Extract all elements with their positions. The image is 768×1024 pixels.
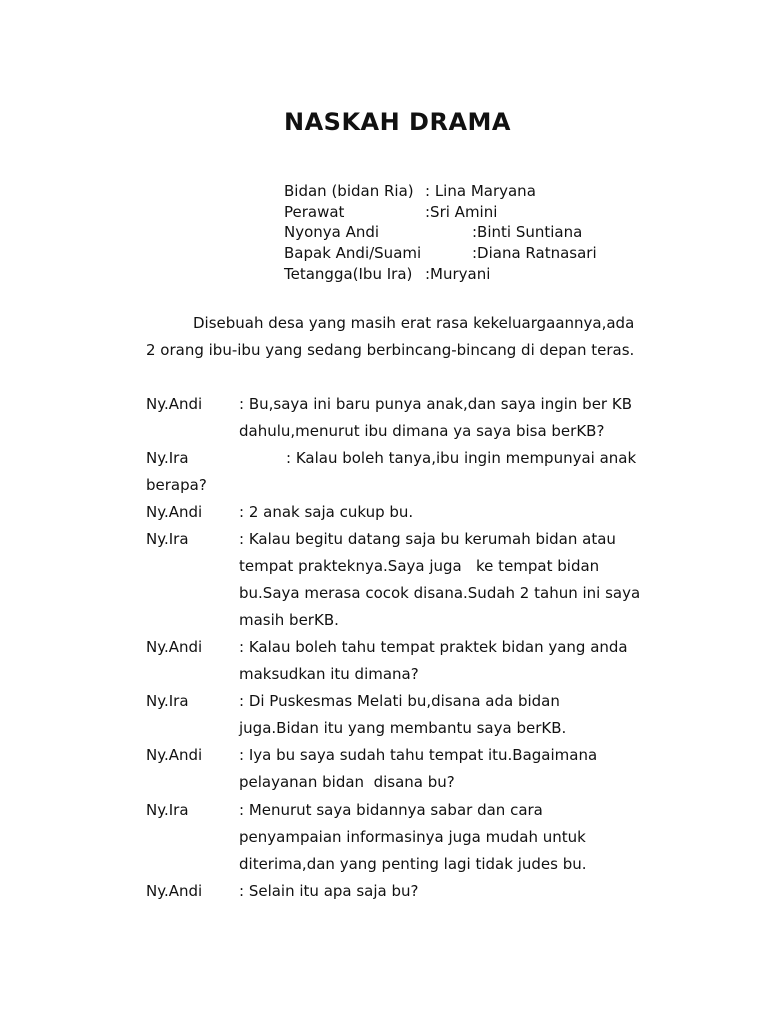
dialogue-line: diterima,dan yang penting lagi tidak judes bu. xyxy=(239,855,587,873)
dialogue-line: : Kalau boleh tahu tempat praktek bidan yang anda xyxy=(239,638,628,656)
dialogue-line: : Kalau begitu datang saja bu kerumah bidan atau xyxy=(239,530,616,548)
speaker-name: Ny.Andi xyxy=(146,503,203,521)
dialogue-line: : Di Puskesmas Melati bu,disana ada bidan xyxy=(239,692,560,710)
dialogue-line: pelayanan bidan disana bu? xyxy=(239,773,455,791)
cast-actor: : Lina Maryana xyxy=(425,182,536,200)
dialogue-line: bu.Saya merasa cocok disana.Sudah 2 tahun ini saya xyxy=(239,584,641,602)
dialogue-line: : Bu,saya ini baru punya anak,dan saya ingin ber KB xyxy=(239,395,632,413)
speaker-name: Ny.Ira xyxy=(146,530,189,548)
dialogue-line: : Iya bu saya sudah tahu tempat itu.Bagaimana xyxy=(239,746,598,764)
intro-line: 2 orang ibu-ibu yang sedang berbincang-bincang di depan teras. xyxy=(146,341,635,359)
dialogue-line: berapa? xyxy=(146,476,207,494)
dialogue-line: juga.Bidan itu yang membantu saya berKB. xyxy=(239,719,567,737)
page-title: NASKAH DRAMA xyxy=(284,108,511,136)
dialogue-line: : Menurut saya bidannya sabar dan cara xyxy=(239,801,543,819)
cast-role: Bidan (bidan Ria) xyxy=(284,182,414,200)
dialogue-line: : 2 anak saja cukup bu. xyxy=(239,503,414,521)
dialogue-line: tempat prakteknya.Saya juga ke tempat bidan xyxy=(239,557,600,575)
dialogue-line: : Selain itu apa saja bu? xyxy=(239,882,419,900)
speaker-name: Ny.Andi xyxy=(146,638,203,656)
speaker-name: Ny.Andi xyxy=(146,395,203,413)
dialogue-line: dahulu,menurut ibu dimana ya saya bisa berKB? xyxy=(239,422,605,440)
speaker-name: Ny.Ira xyxy=(146,801,189,819)
cast-actor: :Diana Ratnasari xyxy=(472,244,597,262)
cast-actor: :Sri Amini xyxy=(425,203,498,221)
speaker-name: Ny.Ira xyxy=(146,692,189,710)
cast-role: Bapak Andi/Suami xyxy=(284,244,422,262)
cast-role: Tetangga(Ibu Ira) xyxy=(284,265,413,283)
cast-actor: :Muryani xyxy=(425,265,491,283)
dialogue-line: penyampaian informasinya juga mudah untuk xyxy=(239,828,586,846)
speaker-name: Ny.Andi xyxy=(146,746,203,764)
speaker-name: Ny.Andi xyxy=(146,882,203,900)
dialogue-line: maksudkan itu dimana? xyxy=(239,665,419,683)
dialogue-line: masih berKB. xyxy=(239,611,339,629)
cast-role: Nyonya Andi xyxy=(284,223,380,241)
cast-actor: :Binti Suntiana xyxy=(472,223,583,241)
speaker-name: Ny.Ira xyxy=(146,449,189,467)
cast-role: Perawat xyxy=(284,203,345,221)
dialogue-line: : Kalau boleh tanya,ibu ingin mempunyai anak xyxy=(286,449,637,467)
intro-line: Disebuah desa yang masih erat rasa kekeluargaannya,ada xyxy=(193,314,635,332)
